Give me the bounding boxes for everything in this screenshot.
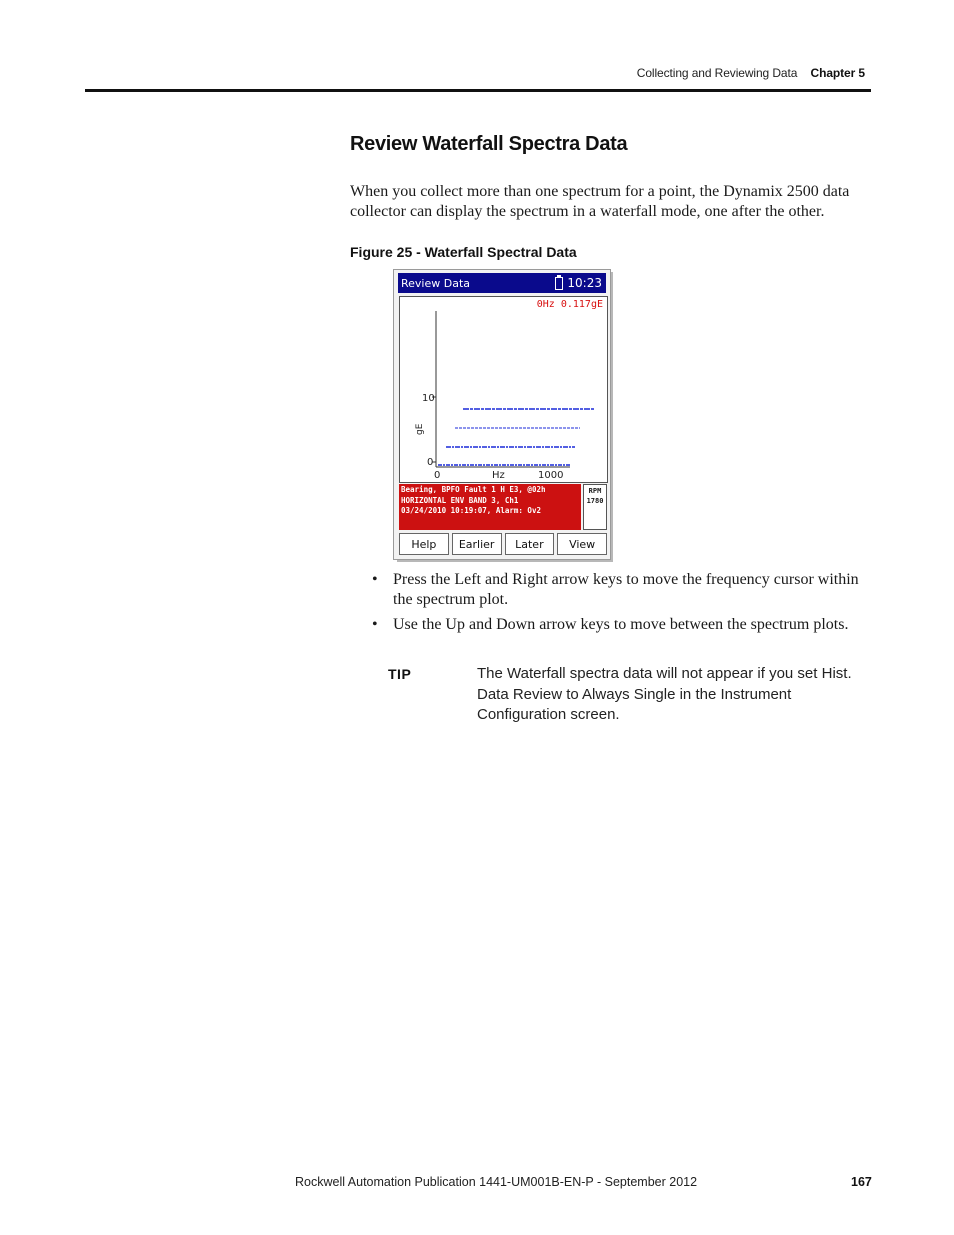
rpm-value: 1780 [586, 497, 604, 505]
x-tick-left-label: 0 [434, 470, 441, 480]
y-tick-bottom-label: 0 [427, 457, 434, 468]
running-header-section: Collecting and Reviewing Data [636, 66, 798, 80]
list-item [370, 570, 870, 610]
info-line-1: Bearing, BPFO Fault 1 H E3, @02h [401, 485, 546, 494]
y-axis-label: gE [415, 423, 425, 435]
device-title: Review Data [401, 277, 471, 290]
earlier-softkey[interactable]: Earlier [452, 533, 502, 555]
measurement-info-panel [399, 484, 581, 530]
y-tick-top-label: 10 [422, 393, 435, 404]
running-header [637, 66, 865, 80]
x-tick-right-label: 1000 [538, 470, 564, 480]
list-item [370, 615, 870, 635]
info-line-3: 03/24/2010 10:19:07, Alarm: Ov2 [401, 506, 541, 515]
later-softkey[interactable]: Later [505, 533, 555, 555]
tip-text: The Waterfall spectra data will not appear if you set Hist. Data Review to Always Single in the Instrument Configuration screen. [477, 665, 852, 723]
header-rule [85, 89, 871, 92]
tip-label: TIP [388, 666, 412, 682]
page-number: 167 [851, 1175, 872, 1189]
device-screenshot [393, 269, 611, 560]
cursor-readout: 0Hz 0.117gE [536, 299, 603, 310]
bullet-icon: • [372, 616, 378, 633]
bullet-text: Press the Left and Right arrow keys to move the frequency cursor within the spectrum plot. [393, 571, 859, 608]
device-title-bar [398, 273, 606, 293]
help-softkey[interactable]: Help [399, 533, 449, 555]
running-header-chapter: Chapter 5 [810, 66, 865, 80]
waterfall-plot [399, 296, 608, 483]
figure-caption: Figure 25 - Waterfall Spectral Data [350, 244, 577, 260]
softkey-bar [399, 533, 607, 555]
intro-paragraph: When you collect more than one spectrum for a point, the Dynamix 2500 data collector can display the spectrum in a waterfall mode, one after the other. [350, 183, 850, 220]
battery-icon [555, 277, 563, 290]
footer-publication: Rockwell Automation Publication 1441-UM001B-EN-P - September 2012 [295, 1175, 698, 1189]
bullet-icon: • [372, 571, 378, 588]
section-title: Review Waterfall Spectra Data [350, 133, 628, 155]
waterfall-plot-svg [400, 297, 605, 480]
info-line-2: HORIZONTAL ENV BAND 3, Ch1 [401, 495, 519, 505]
x-axis-label: Hz [492, 470, 505, 480]
bullet-text: Use the Up and Down arrow keys to move between the spectrum plots. [393, 616, 849, 633]
rpm-panel [583, 484, 607, 530]
rpm-label: RPM [588, 487, 602, 495]
instruction-list [370, 570, 870, 640]
device-clock: 10:23 [567, 276, 602, 290]
view-softkey[interactable]: View [557, 533, 607, 555]
